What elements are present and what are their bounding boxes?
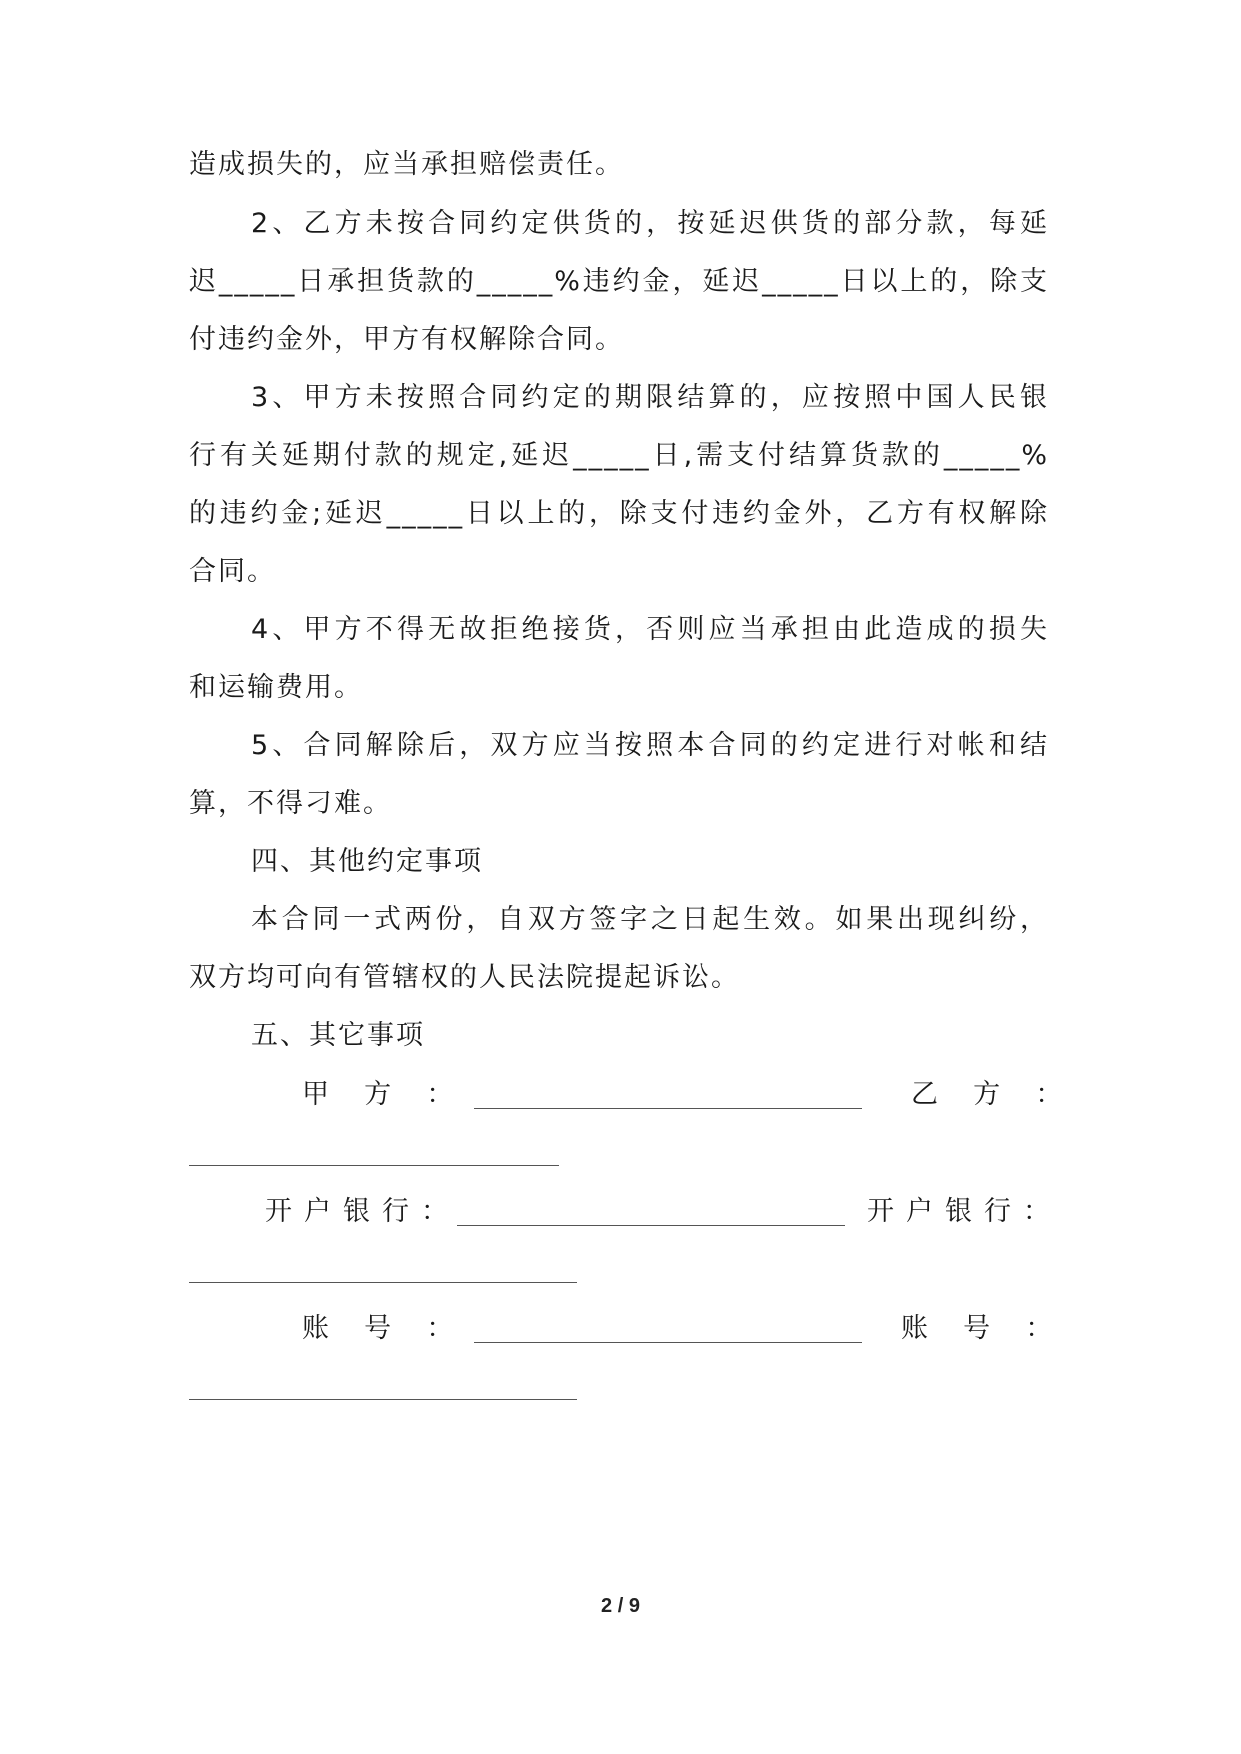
clause-5-line-1: 5、合同解除后，双方应当按照本合同的约定进行对帐和结	[251, 730, 1049, 761]
clause-3-line-3: 的违约金;延迟_____日以上的，除支付违约金外，乙方有权解除	[189, 498, 1049, 529]
clause-2-line-2: 迟_____日承担货款的_____%违约金，延迟_____日以上的，除支	[189, 266, 1049, 297]
bank-b-blank[interactable]	[189, 1282, 577, 1283]
party-b-blank[interactable]	[189, 1165, 559, 1166]
bank-a-blank[interactable]	[457, 1225, 845, 1226]
party-a-label: 甲 方 ：	[302, 1079, 460, 1110]
section-heading-5: 五、其它事项	[251, 1020, 425, 1051]
clause-3-line-1: 3、甲方未按照合同约定的期限结算的，应按照中国人民银	[251, 382, 1049, 413]
page-number: 2 / 9	[601, 1595, 640, 1617]
clause-4-line-2: 和运输费用。	[189, 672, 363, 703]
bank-a-label: 开户银行：	[265, 1196, 460, 1227]
bank-b-label: 开户银行：	[867, 1196, 1062, 1227]
other-terms-line-2: 双方均可向有管辖权的人民法院提起诉讼。	[189, 962, 740, 993]
clause-4-line-1: 4、甲方不得无故拒绝接货，否则应当承担由此造成的损失	[251, 614, 1049, 645]
party-b-label: 乙 方 ：	[911, 1079, 1069, 1110]
clause-5-line-2: 算，不得刁难。	[189, 788, 392, 819]
other-terms-line-1: 本合同一式两份，自双方签字之日起生效。如果出现纠纷，	[251, 904, 1049, 935]
section-heading-4: 四、其他约定事项	[251, 846, 483, 877]
account-b-blank[interactable]	[189, 1399, 577, 1400]
clause-2-line-3: 付违约金外，甲方有权解除合同。	[189, 324, 624, 355]
account-a-blank[interactable]	[474, 1342, 862, 1343]
clause-2-line-1: 2、乙方未按合同约定供货的，按延迟供货的部分款，每延	[251, 208, 1049, 239]
party-a-blank[interactable]	[474, 1108, 862, 1109]
clause-3-line-2: 行有关延期付款的规定,延迟_____日,需支付结算货款的_____%	[189, 440, 1049, 471]
account-b-label: 账 号 ：	[901, 1313, 1059, 1344]
account-a-label: 账 号 ：	[302, 1313, 460, 1344]
paragraph-line: 造成损失的，应当承担赔偿责任。	[189, 149, 624, 180]
clause-3-line-4: 合同。	[189, 556, 276, 587]
